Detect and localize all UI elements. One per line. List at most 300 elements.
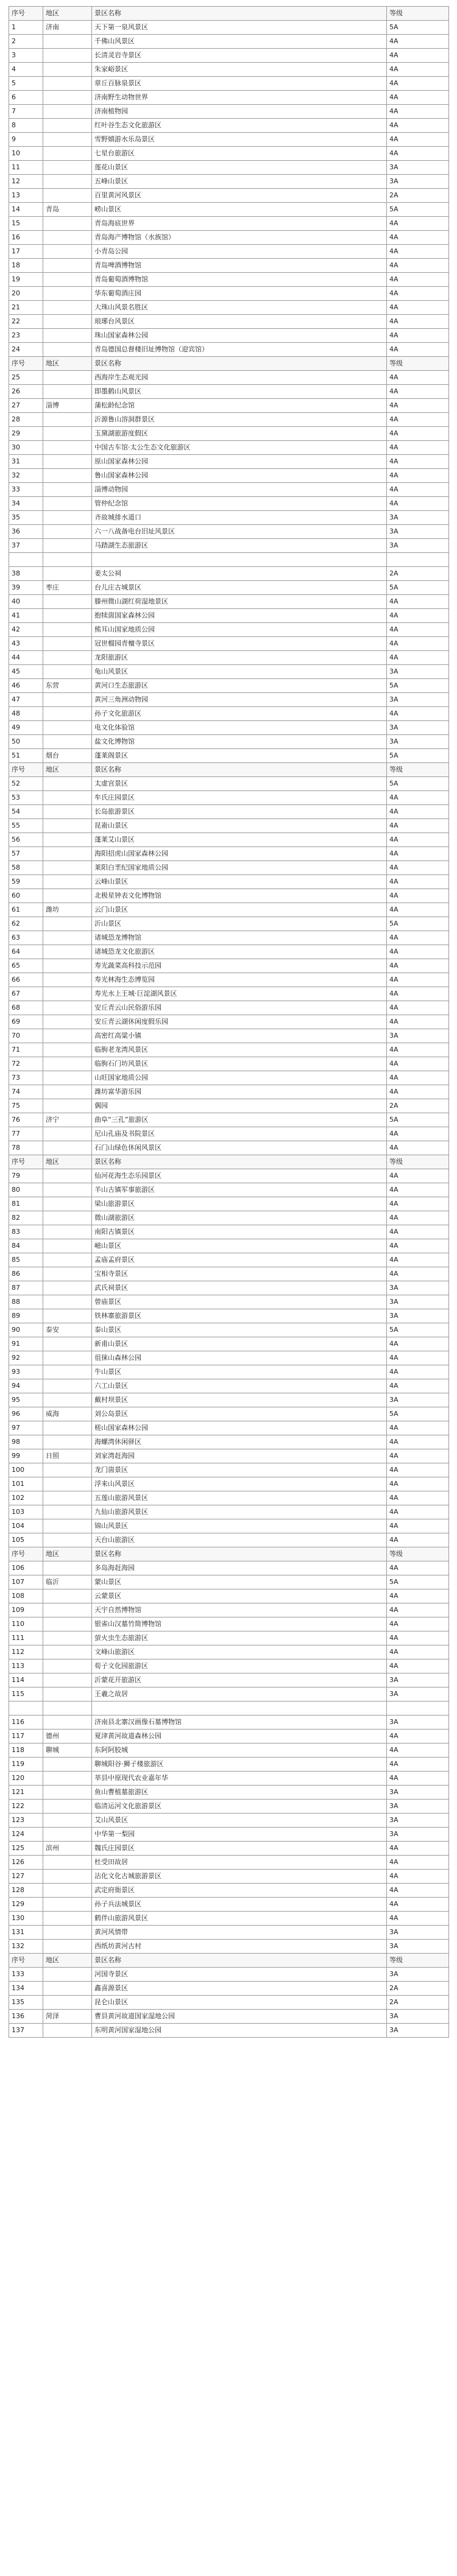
table-row xyxy=(9,1197,449,1211)
cell-grade: 3A xyxy=(387,1295,449,1309)
cell-region xyxy=(43,1309,92,1323)
cell-scenic-name: 小青岛公园 xyxy=(92,245,387,259)
cell-region xyxy=(43,1505,92,1519)
cell-index: 40 xyxy=(9,595,43,609)
cell-index: 100 xyxy=(9,1463,43,1477)
cell-region xyxy=(43,1603,92,1617)
table-row xyxy=(9,1267,449,1281)
table-row xyxy=(9,721,449,735)
cell-index: 101 xyxy=(9,1477,43,1491)
cell-region: 青岛 xyxy=(43,203,92,217)
cell-grade: 3A xyxy=(387,1786,449,1800)
cell-index: 134 xyxy=(9,1982,43,1996)
cell-grade: 2A xyxy=(387,567,449,581)
cell-index: 86 xyxy=(9,1267,43,1281)
cell-index: 81 xyxy=(9,1197,43,1211)
table-row xyxy=(9,1575,449,1589)
cell-scenic-name: 浮来山风景区 xyxy=(92,1477,387,1491)
cell-scenic-name: 蒲松龄纪念馆 xyxy=(92,399,387,413)
cell-grade xyxy=(387,1701,449,1716)
header-cell: 等级 xyxy=(387,7,449,21)
cell-region xyxy=(43,1365,92,1379)
cell-scenic-name: 红叶谷生态文化旅游区 xyxy=(92,119,387,133)
cell-region xyxy=(43,1043,92,1057)
cell-index: 49 xyxy=(9,721,43,735)
table-row xyxy=(9,637,449,651)
cell-grade: 3A xyxy=(387,1716,449,1730)
cell-index: 3 xyxy=(9,49,43,63)
header-cell: 地区 xyxy=(43,1547,92,1561)
cell-scenic-name: 玉黛湖旅游度假区 xyxy=(92,427,387,441)
cell-scenic-name: 千佛山风景区 xyxy=(92,35,387,49)
cell-grade: 5A xyxy=(387,1113,449,1127)
cell-index: 70 xyxy=(9,1029,43,1043)
cell-grade: 3A xyxy=(387,1814,449,1828)
cell-scenic-name: 文峰山旅游区 xyxy=(92,1645,387,1659)
table-row xyxy=(9,553,449,567)
cell-grade: 4A xyxy=(387,1141,449,1155)
cell-index: 128 xyxy=(9,1884,43,1898)
cell-grade: 5A xyxy=(387,21,449,35)
cell-region xyxy=(43,1659,92,1673)
cell-grade: 4A xyxy=(387,1659,449,1673)
cell-region xyxy=(43,1393,92,1407)
cell-grade: 4A xyxy=(387,1477,449,1491)
header-cell: 景区名称 xyxy=(92,763,387,777)
cell-region xyxy=(43,945,92,959)
cell-grade: 5A xyxy=(387,679,449,693)
cell-scenic-name: 华东葡萄酒庄园 xyxy=(92,287,387,301)
cell-grade: 4A xyxy=(387,497,449,511)
cell-index: 61 xyxy=(9,903,43,917)
cell-grade: 4A xyxy=(387,1631,449,1645)
cell-region xyxy=(43,217,92,231)
table-row xyxy=(9,847,449,861)
cell-region xyxy=(43,959,92,973)
cell-scenic-name: 曲阜“三孔”旅游区 xyxy=(92,1113,387,1127)
table-row xyxy=(9,749,449,763)
cell-grade: 2A xyxy=(387,1996,449,2010)
cell-scenic-name: 大珠山风景名胜区 xyxy=(92,301,387,315)
cell-region xyxy=(43,1127,92,1141)
cell-region xyxy=(43,385,92,399)
cell-index: 85 xyxy=(9,1253,43,1267)
table-row xyxy=(9,959,449,973)
cell-region: 烟台 xyxy=(43,749,92,763)
table-row xyxy=(9,1253,449,1267)
cell-scenic-name: 沂源鲁山溶洞群景区 xyxy=(92,413,387,427)
cell-scenic-name: 羊山古镇军事旅游区 xyxy=(92,1183,387,1197)
cell-index: 87 xyxy=(9,1281,43,1295)
table-row xyxy=(9,329,449,343)
header-cell: 序号 xyxy=(9,1155,43,1169)
cell-index xyxy=(9,553,43,567)
cell-grade: 4A xyxy=(387,399,449,413)
cell-scenic-name: 宝相寺景区 xyxy=(92,1267,387,1281)
cell-index: 90 xyxy=(9,1323,43,1337)
cell-region: 泰安 xyxy=(43,1323,92,1337)
cell-index: 108 xyxy=(9,1589,43,1603)
table-row xyxy=(9,119,449,133)
cell-scenic-name: 鲁山国家森林公园 xyxy=(92,469,387,483)
cell-index: 50 xyxy=(9,735,43,749)
cell-grade: 4A xyxy=(387,441,449,455)
cell-region xyxy=(43,623,92,637)
cell-index: 57 xyxy=(9,847,43,861)
cell-scenic-name: 偶园 xyxy=(92,1099,387,1113)
cell-scenic-name: 莘县中原现代农业嘉年华 xyxy=(92,1772,387,1786)
cell-region xyxy=(43,1477,92,1491)
table-row xyxy=(9,1603,449,1617)
cell-grade: 4A xyxy=(387,1183,449,1197)
table-row xyxy=(9,679,449,693)
cell-grade: 4A xyxy=(387,63,449,77)
header-cell: 地区 xyxy=(43,7,92,21)
cell-index: 39 xyxy=(9,581,43,595)
cell-grade: 4A xyxy=(387,1211,449,1225)
scenic-spots-table xyxy=(9,6,449,2038)
header-cell: 景区名称 xyxy=(92,1954,387,1968)
cell-region xyxy=(43,1015,92,1029)
cell-region xyxy=(43,35,92,49)
cell-grade: 4A xyxy=(387,651,449,665)
cell-scenic-name: 昆嵛山景区 xyxy=(92,819,387,833)
cell-grade: 4A xyxy=(387,623,449,637)
cell-index: 68 xyxy=(9,1001,43,1015)
cell-index: 16 xyxy=(9,231,43,245)
table-row xyxy=(9,1687,449,1701)
table-row xyxy=(9,1589,449,1603)
cell-index: 17 xyxy=(9,245,43,259)
cell-grade: 4A xyxy=(387,1169,449,1183)
cell-region xyxy=(43,1940,92,1954)
cell-index: 127 xyxy=(9,1870,43,1884)
cell-index: 132 xyxy=(9,1940,43,1954)
cell-grade: 4A xyxy=(387,875,449,889)
cell-region xyxy=(43,245,92,259)
table-row xyxy=(9,497,449,511)
cell-grade: 4A xyxy=(387,1898,449,1912)
cell-scenic-name: 鑫喜源景区 xyxy=(92,1982,387,1996)
cell-scenic-name: 铁林寨旅游景区 xyxy=(92,1309,387,1323)
cell-index: 121 xyxy=(9,1786,43,1800)
cell-grade: 3A xyxy=(387,1393,449,1407)
cell-scenic-name: 青岛啤酒博物馆 xyxy=(92,259,387,273)
table-row xyxy=(9,1940,449,1954)
cell-grade: 2A xyxy=(387,1099,449,1113)
cell-index: 5 xyxy=(9,77,43,91)
cell-scenic-name: 尼山孔庙及书院景区 xyxy=(92,1127,387,1141)
cell-grade: 3A xyxy=(387,1673,449,1687)
cell-grade: 4A xyxy=(387,595,449,609)
table-row xyxy=(9,1505,449,1519)
cell-grade: 3A xyxy=(387,1828,449,1842)
cell-region xyxy=(43,133,92,147)
cell-index: 88 xyxy=(9,1295,43,1309)
cell-scenic-name: 北极星钟表文化博物馆 xyxy=(92,889,387,903)
cell-region xyxy=(43,735,92,749)
cell-region xyxy=(43,2024,92,2038)
cell-scenic-name xyxy=(92,553,387,567)
cell-index: 129 xyxy=(9,1898,43,1912)
table-row xyxy=(9,623,449,637)
cell-index: 137 xyxy=(9,2024,43,2038)
cell-region xyxy=(43,1814,92,1828)
cell-scenic-name: 东明黄河国家湿地公园 xyxy=(92,2024,387,2038)
cell-index: 14 xyxy=(9,203,43,217)
cell-region xyxy=(43,329,92,343)
cell-grade: 4A xyxy=(387,1267,449,1281)
cell-index: 60 xyxy=(9,889,43,903)
cell-index: 74 xyxy=(9,1085,43,1099)
table-row xyxy=(9,385,449,399)
cell-scenic-name: 高密红高粱小镇 xyxy=(92,1029,387,1043)
cell-index: 103 xyxy=(9,1505,43,1519)
cell-scenic-name: 中国古车馆·太公生态文化旅游区 xyxy=(92,441,387,455)
cell-region xyxy=(43,1351,92,1365)
cell-grade: 4A xyxy=(387,945,449,959)
cell-scenic-name: 济南野生动物世界 xyxy=(92,91,387,105)
table-row xyxy=(9,1435,449,1449)
cell-grade: 4A xyxy=(387,1772,449,1786)
cell-grade: 4A xyxy=(387,483,449,497)
cell-index: 78 xyxy=(9,1141,43,1155)
cell-index: 123 xyxy=(9,1814,43,1828)
cell-grade: 3A xyxy=(387,1687,449,1701)
cell-region: 日照 xyxy=(43,1449,92,1463)
table-row xyxy=(9,1323,449,1337)
cell-region xyxy=(43,1856,92,1870)
cell-index: 73 xyxy=(9,1071,43,1085)
cell-scenic-name: 刘公岛景区 xyxy=(92,1407,387,1421)
header-cell: 景区名称 xyxy=(92,1155,387,1169)
table-row xyxy=(9,399,449,413)
cell-region xyxy=(43,875,92,889)
cell-index: 7 xyxy=(9,105,43,119)
table-row xyxy=(9,1617,449,1631)
cell-scenic-name: 梁山旅游景区 xyxy=(92,1197,387,1211)
cell-scenic-name: 诸城恐龙博物馆 xyxy=(92,931,387,945)
table-row xyxy=(9,1001,449,1015)
cell-scenic-name: 槎山国家森林公园 xyxy=(92,1421,387,1435)
cell-index: 92 xyxy=(9,1351,43,1365)
header-cell: 序号 xyxy=(9,7,43,21)
cell-index: 97 xyxy=(9,1421,43,1435)
cell-grade: 2A xyxy=(387,189,449,203)
cell-scenic-name: 九仙山旅游风景区 xyxy=(92,1505,387,1519)
table-row xyxy=(9,1982,449,1996)
cell-region xyxy=(43,511,92,525)
cell-region: 德州 xyxy=(43,1730,92,1744)
cell-grade: 3A xyxy=(387,1800,449,1814)
cell-grade: 4A xyxy=(387,637,449,651)
cell-grade: 4A xyxy=(387,1337,449,1351)
table-row xyxy=(9,735,449,749)
cell-index: 65 xyxy=(9,959,43,973)
header-cell: 地区 xyxy=(43,1954,92,1968)
header-cell: 等级 xyxy=(387,763,449,777)
cell-region xyxy=(43,1968,92,1982)
cell-region xyxy=(43,1561,92,1575)
cell-index: 15 xyxy=(9,217,43,231)
cell-grade: 4A xyxy=(387,1533,449,1547)
cell-region xyxy=(43,441,92,455)
header-cell: 等级 xyxy=(387,357,449,371)
cell-scenic-name: 琅琊台风景区 xyxy=(92,315,387,329)
table-row xyxy=(9,917,449,931)
cell-index: 71 xyxy=(9,1043,43,1057)
cell-grade: 4A xyxy=(387,1617,449,1631)
cell-grade: 4A xyxy=(387,1435,449,1449)
cell-grade: 4A xyxy=(387,315,449,329)
cell-scenic-name: 刘家湾赶海园 xyxy=(92,1449,387,1463)
cell-region xyxy=(43,1617,92,1631)
table-row xyxy=(9,1926,449,1940)
cell-region xyxy=(43,1029,92,1043)
cell-scenic-name: 鹤伴山旅游风景区 xyxy=(92,1912,387,1926)
cell-grade: 5A xyxy=(387,917,449,931)
cell-region xyxy=(43,1912,92,1926)
cell-grade xyxy=(387,553,449,567)
cell-grade: 3A xyxy=(387,693,449,707)
cell-index: 20 xyxy=(9,287,43,301)
table-row xyxy=(9,1449,449,1463)
cell-grade: 4A xyxy=(387,1071,449,1085)
cell-index: 126 xyxy=(9,1856,43,1870)
cell-grade: 4A xyxy=(387,273,449,287)
cell-index: 56 xyxy=(9,833,43,847)
cell-scenic-name: 长清灵岩寺景区 xyxy=(92,49,387,63)
table-row xyxy=(9,833,449,847)
cell-index: 110 xyxy=(9,1617,43,1631)
cell-region xyxy=(43,259,92,273)
cell-scenic-name: 戴村坝景区 xyxy=(92,1393,387,1407)
cell-grade: 4A xyxy=(387,833,449,847)
cell-scenic-name: 黄河口生态旅游区 xyxy=(92,679,387,693)
cell-scenic-name: 沂山景区 xyxy=(92,917,387,931)
cell-index: 77 xyxy=(9,1127,43,1141)
table-row xyxy=(9,203,449,217)
cell-grade: 4A xyxy=(387,287,449,301)
cell-grade: 4A xyxy=(387,1449,449,1463)
cell-grade: 4A xyxy=(387,1561,449,1575)
table-row xyxy=(9,161,449,175)
table-row xyxy=(9,1491,449,1505)
cell-index: 122 xyxy=(9,1800,43,1814)
cell-region xyxy=(43,1281,92,1295)
cell-grade: 4A xyxy=(387,49,449,63)
cell-scenic-name: 安丘青云山民俗游乐园 xyxy=(92,1001,387,1015)
cell-grade: 5A xyxy=(387,203,449,217)
cell-region xyxy=(43,1071,92,1085)
cell-index: 25 xyxy=(9,371,43,385)
cell-grade: 4A xyxy=(387,903,449,917)
cell-grade: 4A xyxy=(387,1744,449,1758)
cell-grade: 4A xyxy=(387,1015,449,1029)
cell-scenic-name: 聊城阳谷·狮子楼旅游区 xyxy=(92,1758,387,1772)
cell-index: 4 xyxy=(9,63,43,77)
table-row xyxy=(9,1477,449,1491)
cell-index: 79 xyxy=(9,1169,43,1183)
cell-region xyxy=(43,91,92,105)
cell-scenic-name: 六工山景区 xyxy=(92,1379,387,1393)
cell-index: 13 xyxy=(9,189,43,203)
cell-region xyxy=(43,1870,92,1884)
cell-scenic-name: 中华第一梨园 xyxy=(92,1828,387,1842)
cell-region: 淄博 xyxy=(43,399,92,413)
cell-grade: 4A xyxy=(387,245,449,259)
cell-scenic-name: 淄博动物园 xyxy=(92,483,387,497)
cell-index: 6 xyxy=(9,91,43,105)
cell-scenic-name: 沂蒙花开旅游区 xyxy=(92,1673,387,1687)
table-row xyxy=(9,1281,449,1295)
cell-region xyxy=(43,1645,92,1659)
table-row xyxy=(9,2024,449,2038)
cell-scenic-name: 牟氏庄园景区 xyxy=(92,791,387,805)
cell-grade: 4A xyxy=(387,1870,449,1884)
header-cell: 等级 xyxy=(387,1954,449,1968)
cell-region xyxy=(43,1982,92,1996)
cell-region xyxy=(43,301,92,315)
cell-region xyxy=(43,147,92,161)
table-row xyxy=(9,287,449,301)
cell-index: 98 xyxy=(9,1435,43,1449)
cell-grade: 4A xyxy=(387,791,449,805)
cell-grade: 4A xyxy=(387,805,449,819)
table-row xyxy=(9,1029,449,1043)
cell-index: 1 xyxy=(9,21,43,35)
cell-region xyxy=(43,1057,92,1071)
cell-grade: 4A xyxy=(387,413,449,427)
cell-scenic-name: 东阿阿胶城 xyxy=(92,1744,387,1758)
table-row xyxy=(9,973,449,987)
cell-index: 46 xyxy=(9,679,43,693)
cell-index: 99 xyxy=(9,1449,43,1463)
cell-grade: 4A xyxy=(387,217,449,231)
table-row xyxy=(9,343,449,357)
cell-scenic-name: 云蒙景区 xyxy=(92,1589,387,1603)
cell-region xyxy=(43,693,92,707)
cell-region xyxy=(43,917,92,931)
cell-region xyxy=(43,1421,92,1435)
cell-index: 8 xyxy=(9,119,43,133)
table-row xyxy=(9,945,449,959)
cell-index: 12 xyxy=(9,175,43,189)
table-row xyxy=(9,259,449,273)
header-row xyxy=(9,1155,449,1169)
table-row xyxy=(9,371,449,385)
cell-region xyxy=(43,931,92,945)
cell-index: 32 xyxy=(9,469,43,483)
header-cell: 序号 xyxy=(9,1954,43,1968)
cell-scenic-name: 台儿庄古城景区 xyxy=(92,581,387,595)
cell-scenic-name: 沾化文化古城旅游景区 xyxy=(92,1870,387,1884)
cell-index: 64 xyxy=(9,945,43,959)
cell-index: 66 xyxy=(9,973,43,987)
cell-grade: 4A xyxy=(387,819,449,833)
cell-scenic-name: 即墨鹤山风景区 xyxy=(92,385,387,399)
cell-grade: 4A xyxy=(387,1057,449,1071)
cell-scenic-name: 泰山景区 xyxy=(92,1323,387,1337)
header-row xyxy=(9,1954,449,1968)
cell-scenic-name: 济南县北寨汉画像石墓博物馆 xyxy=(92,1716,387,1730)
table-row xyxy=(9,1225,449,1239)
cell-scenic-name: 西海岸生态观光园 xyxy=(92,371,387,385)
cell-index: 91 xyxy=(9,1337,43,1351)
cell-region: 临沂 xyxy=(43,1575,92,1589)
table-row xyxy=(9,1407,449,1421)
cell-region xyxy=(43,1716,92,1730)
